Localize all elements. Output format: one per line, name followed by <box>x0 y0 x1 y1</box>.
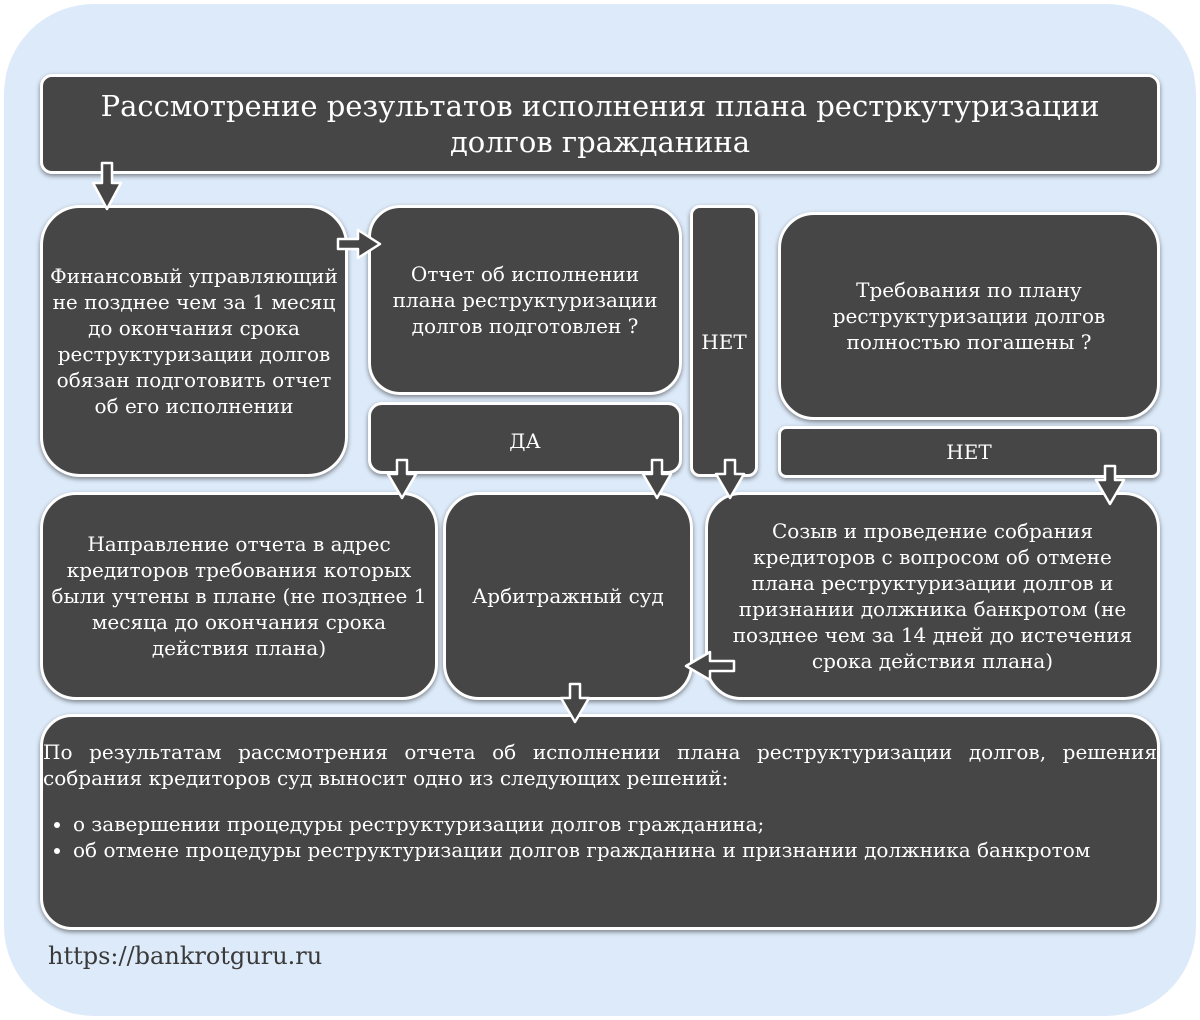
court-decision-item: • об отмене процедуры реструктуризации долгов гражданина и признании должника банкротом <box>73 837 1157 863</box>
send-report-box <box>40 492 438 700</box>
no-label-box-2 <box>778 426 1160 478</box>
no-label-2: НЕТ <box>946 440 992 464</box>
diagram-title <box>40 74 1160 174</box>
send-report-text: Направление отчета в адрес кредиторов требования которых были учтены в плане (не позднее 1 месяца до окончания срока действия плана) <box>51 532 427 660</box>
no-label-1: НЕТ <box>701 330 747 354</box>
creditors-meeting-box <box>705 492 1160 700</box>
financial-manager-text: Финансовый управляющий не позднее чем за 1 месяц до окончания срока реструктуризации долгов обязан подготовить отчет об его исполнении <box>50 264 338 418</box>
creditors-meeting-text: Созыв и проведение собрания кредиторов с вопросом об отмене плана реструктуризации долгов и признании должника банкротом (не позднее чем за 14 дней до истечения срока действия плана) <box>732 519 1133 673</box>
report-prepared-question-box <box>368 205 682 395</box>
court-decision-box <box>40 714 1160 930</box>
no-label-box-1 <box>690 205 758 477</box>
requirements-paid-question-box <box>778 212 1160 420</box>
source-url: https://bankrotguru.ru <box>48 942 323 970</box>
report-prepared-text: Отчет об исполнении плана реструктуризации долгов подготовлен ? <box>392 262 658 338</box>
arbitration-court-text: Арбитражный суд <box>472 584 664 608</box>
diagram-title-text: Рассмотрение результатов исполнения плана рестркутуризации долгов гражданина <box>100 89 1100 159</box>
court-decision-intro: По результатам рассмотрения отчета об исполнении плана реструктуризации долгов, решения собрания кредиторов суд выносит одно из следующих решений: <box>43 740 1157 790</box>
court-decision-item: • о завершении процедуры реструктуризации долгов гражданина; <box>73 811 1157 837</box>
financial-manager-box <box>40 205 348 477</box>
yes-label-box <box>368 402 682 474</box>
court-decision-list <box>43 811 1157 863</box>
yes-label: ДА <box>509 429 541 453</box>
requirements-paid-text: Требования по плану реструктуризации долгов полностью погашены ? <box>832 278 1106 354</box>
arbitration-court-box <box>443 492 693 700</box>
